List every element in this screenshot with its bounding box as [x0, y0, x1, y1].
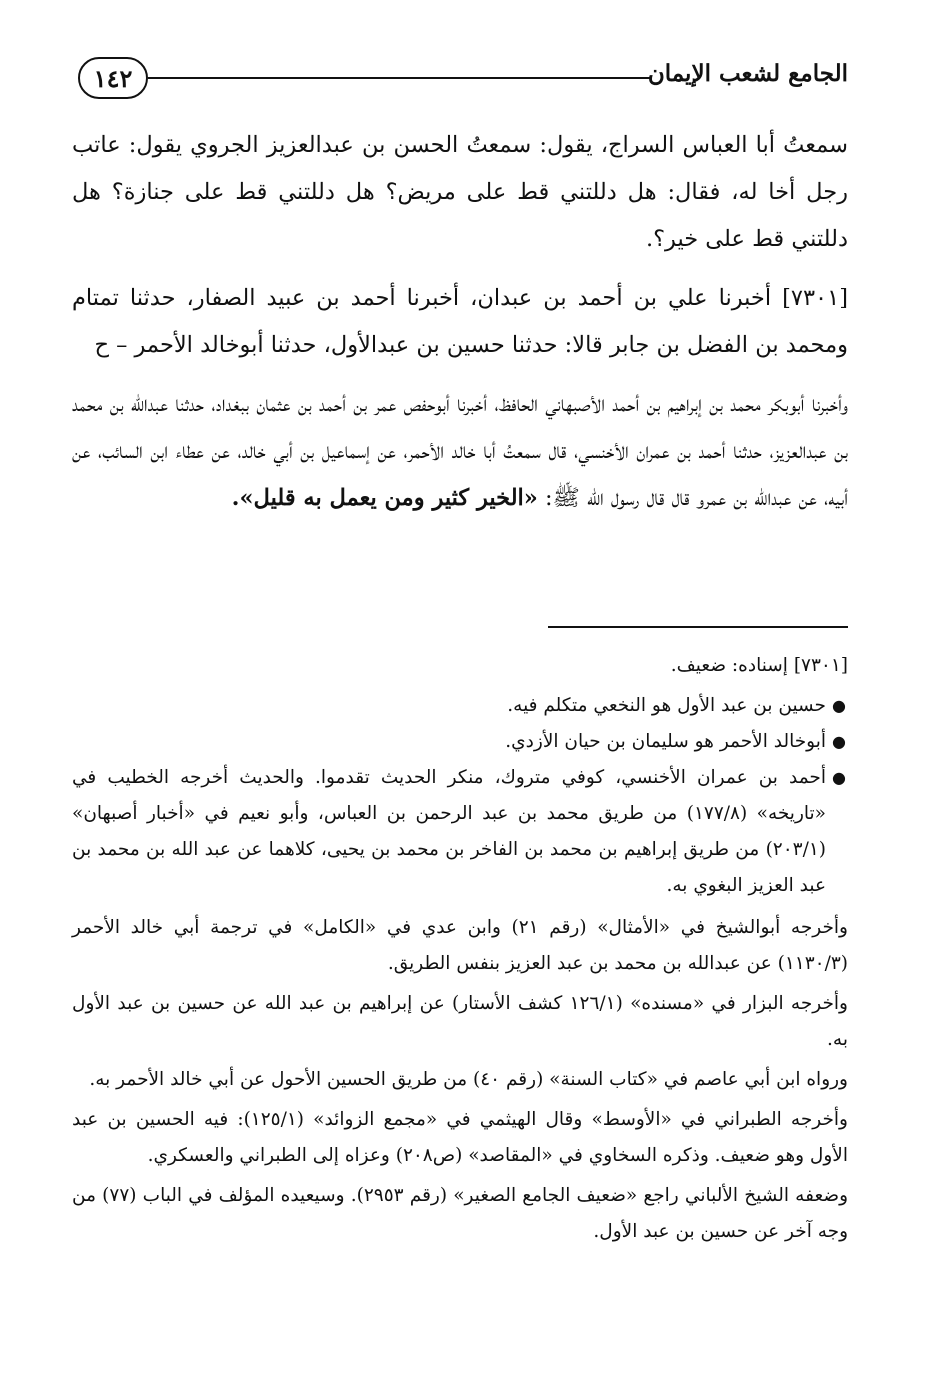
paragraph-3	[72, 381, 848, 522]
paragraph-1: سمعتُ أبا العباس السراج، يقول: سمعتُ الحسن بن عبدالعزيز الجروي يقول: عاتب رجل أخا له، فقال: هل دللتني قط على مريض؟ هل دللتني قط على جنازة؟ هل دللتني قط على خير؟.	[72, 132, 848, 252]
paragraph-2: [٧٣٠١] أخبرنا علي بن أحمد بن عبدان، أخبرنا أحمد بن عبيد الصفار، حدثنا تمتام ومحمد بن الفضل بن جابر قالا: حدثنا حسين بن عبدالأول، حدثنا أبوخالد الأحمر – ح	[72, 285, 848, 358]
footnote-paragraph: وأخرجه البزار في «مسنده» (١٢٦/١ كشف الأستار) عن إبراهيم بن عبد الله عن حسين بن عبد الأول به.	[72, 993, 848, 1050]
bullet-icon: ●	[832, 696, 846, 715]
footnote-bullet-text: أبوخالد الأحمر هو سليمان بن حيان الأزدي.	[505, 731, 826, 752]
footnote-paragraph: وضعفه الشيخ الألباني راجع «ضعيف الجامع الصغير» (رقم ٢٩٥٣). وسيعيده المؤلف في الباب (٧٧) من وجه آخر عن حسين بن عبد الأول.	[72, 1185, 849, 1242]
footnote-bullet-text: حسين بن عبد الأول هو النخعي متكلم فيه.	[507, 695, 826, 716]
bullet-icon: ●	[832, 732, 846, 751]
header-rule	[148, 77, 652, 79]
footnote-paragraph: وأخرجه الطبراني في «الأوسط» وقال الهيثمي في «مجمع الزوائد» (١٢٥/١): فيه الحسين بن عبد الأول وهو ضعيف. وذكره السخاوي في «المقاصد» (ص٢٠٨) وعزاه إلى الطبراني والعسكري.	[72, 1109, 848, 1166]
footnote-paragraph: وأخرجه أبوالشيخ في «الأمثال» (رقم ٢١) وابن عدي في «الكامل» في ترجمة أبي خالد الأحمر (١١٣٠/٣) عن عبدالله بن محمد بن عبد العزيز بنفس الطريق.	[72, 917, 848, 974]
page-header	[62, 44, 852, 120]
footnote-heading: [٧٣٠١] إسناده: ضعيف.	[670, 655, 848, 676]
footnote-bullet-item	[72, 760, 848, 904]
footnote-bullet-item	[72, 688, 848, 724]
hadith-text: «الخير كثير ومن يعمل به قليل».	[231, 485, 538, 511]
main-text	[72, 122, 848, 534]
footnote-bullet-list	[72, 688, 848, 904]
isnad-text: وأخبرنا أبوبكر محمد بن إبراهيم بن أحمد الأصبهاني الحافظ، أخبرنا أبوحفص عمر بن أحمد بن عثمان ببغداد، حدثنا عبدالله بن محمد بن عبدالعزيز، حدثنا أحمد بن عمران الأخنسي، قال سمعتُ أبا خالد الأحمر، عن إسماعيل بن أبي خالد، عن عطاء ابن السائب، عن أبيه، عن عبدالله بن عمرو قال قال رسول الله ﷺ:	[72, 391, 848, 511]
footnote-divider	[548, 626, 848, 628]
footnote-paragraph: ورواه ابن أبي عاصم في «كتاب السنة» (رقم ٤٠) من طريق الحسين الأحول عن أبي خالد الأحمر به.	[89, 1069, 848, 1090]
footnotes	[72, 648, 848, 1254]
footnote-bullet-text: أحمد بن عمران الأخنسي، كوفي متروك، منكر الحديث تقدموا. والحديث أخرجه الخطيب في «تاريخه» (١٧٧/٨) من طريق محمد بن عبد الرحمن بن العباس، وأبو نعيم في «أخبار أصبهان» (٢٠٣/١) من طريق إبراهيم بن محمد بن الفاخر بن محمد بن يحيى، كلاهما عن عبد الله بن محمد بن عبد العزيز البغوي به.	[72, 767, 826, 896]
bullet-icon: ●	[832, 768, 846, 787]
page-number: ١٤٢	[78, 57, 148, 99]
footnote-bullet-item	[72, 724, 848, 760]
book-title: الجامع لشعب الإيمان	[647, 60, 848, 87]
